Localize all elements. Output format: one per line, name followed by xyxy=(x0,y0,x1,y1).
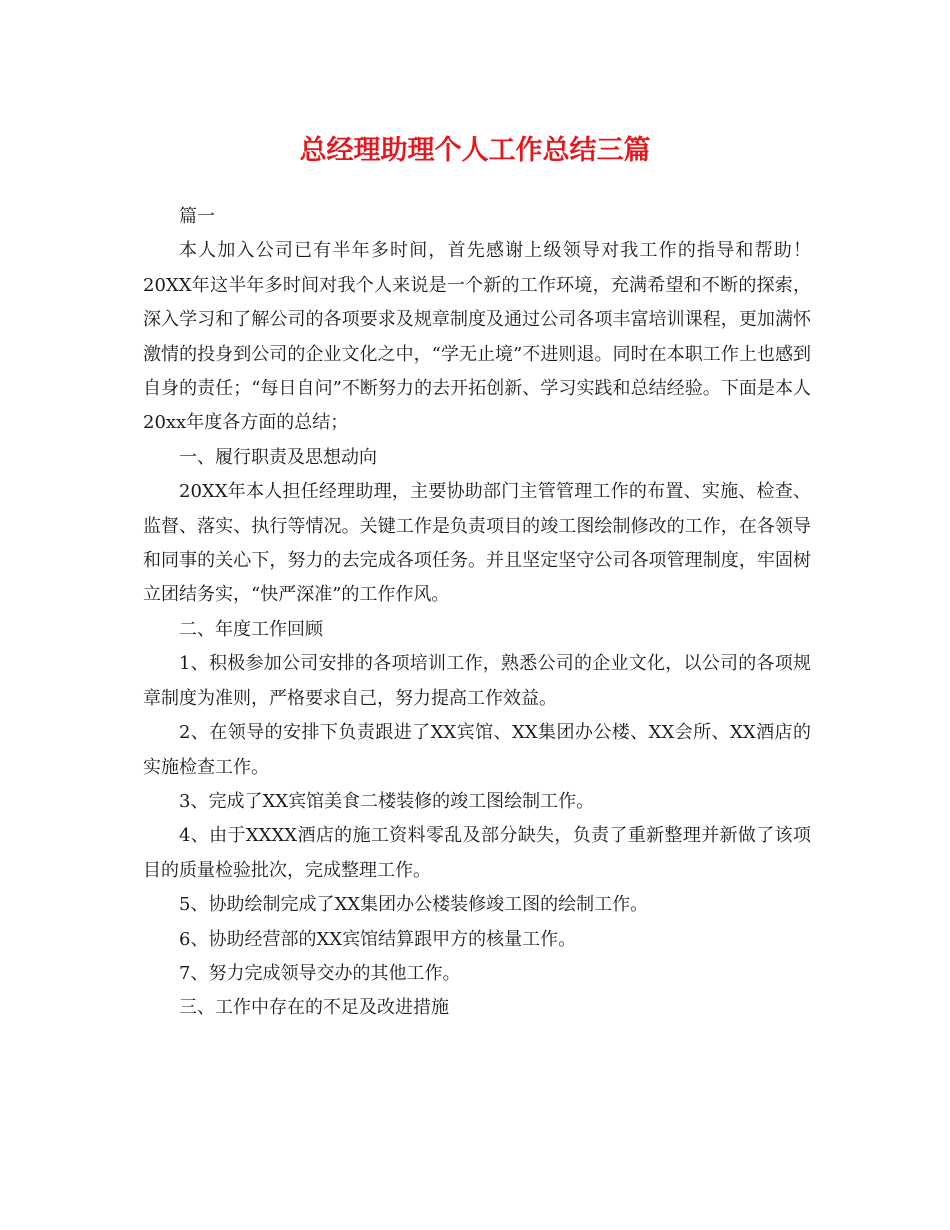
document-title: 总经理助理个人工作总结三篇 xyxy=(299,135,651,166)
duties-paragraph: 20XX年本人担任经理助理，主要协助部门主管管理工作的布置、实施、检查、监督、落实、执行等情况。关键工作是负责项目的竣工图绘制修改的工作，在各领导和同事的关心下，努力的去完成各项任务。并且坚定坚守公司各项管理制度，牢固树立团结务实，“快严深准”的工作作风。 xyxy=(143,481,811,606)
section-label: 篇一 xyxy=(179,206,215,227)
list-item: 1、积极参加公司安排的各项培训工作，熟悉公司的企业文化，以公司的各项规章制度为准则，严格要求自己，努力提高工作效益。 xyxy=(143,653,811,709)
heading-shortcomings: 三、工作中存在的不足及改进措施 xyxy=(179,997,449,1019)
list-item: 2、在领导的安排下负责跟进了XX宾馆、XX集团办公楼、XX会所、XX酒店的实施检查工作。 xyxy=(143,722,811,778)
list-item: 4、由于XXXX酒店的施工资料零乱及部分缺失，负责了重新整理并新做了该项目的质量检验批次，完成整理工作。 xyxy=(143,825,811,881)
list-item: 7、努力完成领导交办的其他工作。 xyxy=(179,962,461,984)
list-item: 5、协助绘制完成了XX集团办公楼装修竣工图的绘制工作。 xyxy=(179,894,649,916)
list-item: 3、完成了XX宾馆美食二楼装修的竣工图绘制工作。 xyxy=(179,790,595,812)
heading-annual-review: 二、年度工作回顾 xyxy=(179,618,323,640)
document-body xyxy=(143,200,811,1026)
heading-duties: 一、履行职责及思想动向 xyxy=(179,446,377,468)
list-item: 6、协助经营部的XX宾馆结算跟甲方的核量工作。 xyxy=(179,928,577,950)
intro-paragraph: 本人加入公司已有半年多时间，首先感谢上级领导对我工作的指导和帮助！20XX年这半年多时间对我个人来说是一个新的工作环境，充满希望和不断的探索，深入学习和了解公司的各项要求及规章制度及通过公司各项丰富培训课程，更加满怀激情的投身到公司的企业文化之中，“学无止境”不进则退。同时在本职工作上也感到自身的责任；“每日自问”不断努力的去开拓创新、学习实践和总结经验。下面是本人20xx年度各方面的总结； xyxy=(143,240,811,434)
